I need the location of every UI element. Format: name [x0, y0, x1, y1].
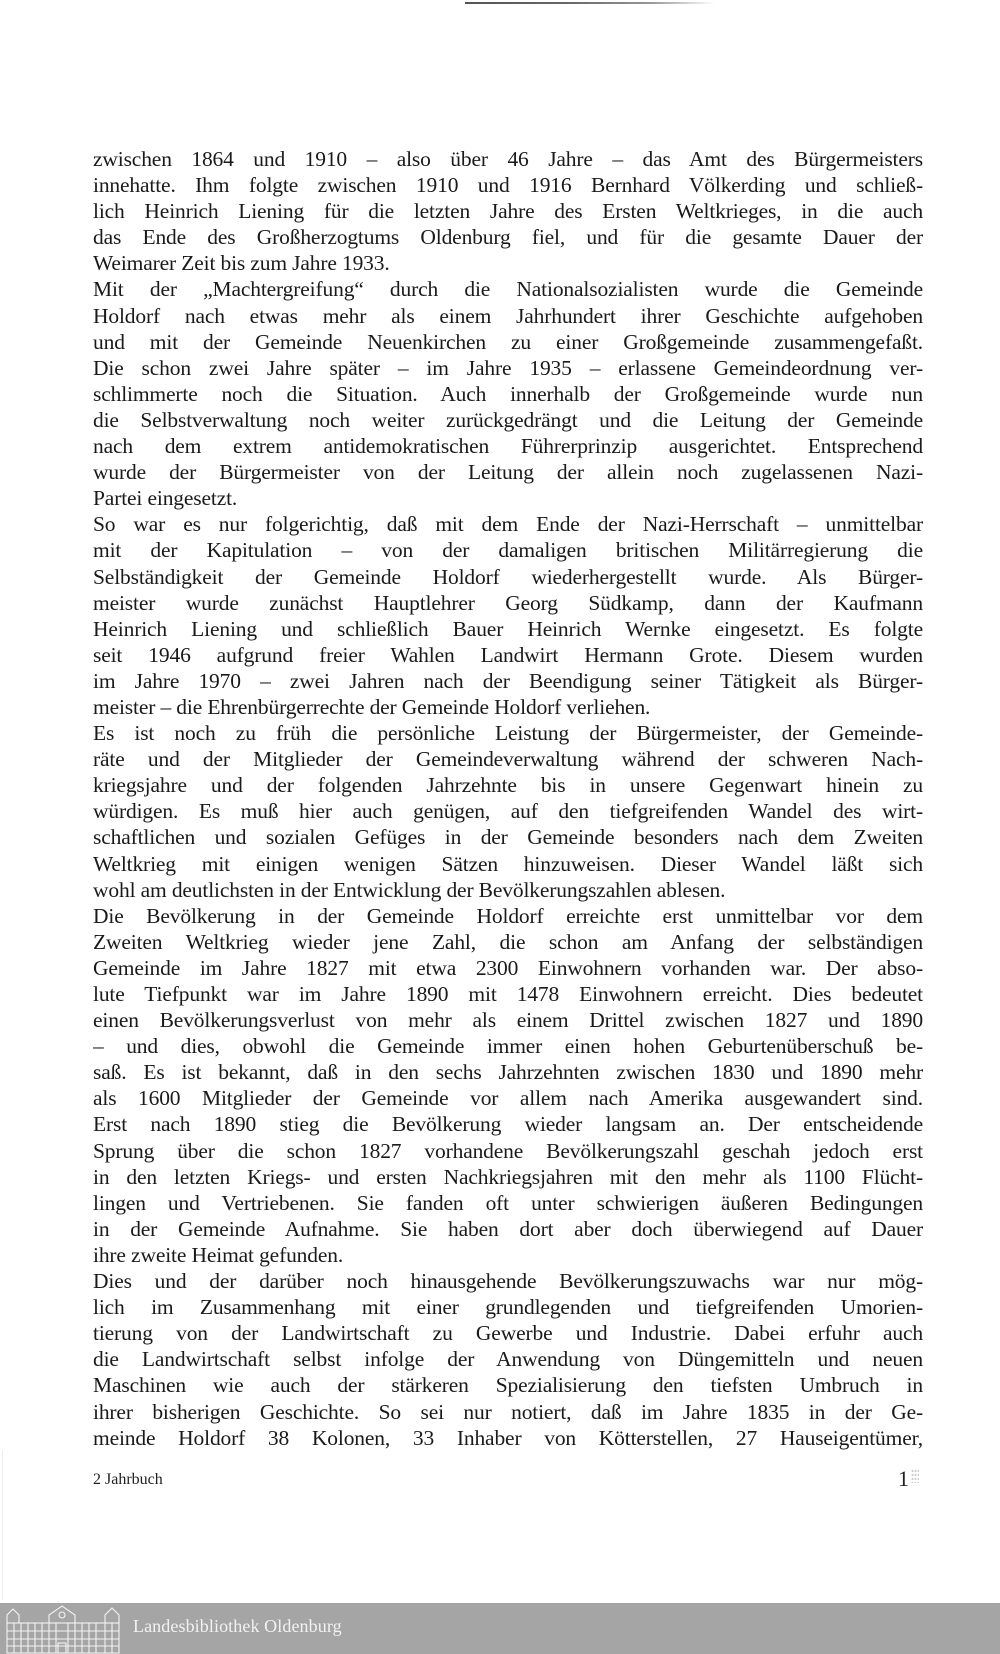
- text-line: die Selbstverwaltung noch weiter zurückgedrängt und die Leitung der Gemeinde: [93, 407, 923, 432]
- text-line: Partei eingesetzt.: [93, 486, 238, 511]
- text-line: Selbständigkeit der Gemeinde Holdorf wiederhergestellt wurde. Als Bürger-: [93, 564, 923, 589]
- text-line: würdigen. Es muß hier auch genügen, auf den tiefgreifenden Wandel des wirt-: [93, 799, 923, 824]
- text-line: und mit der Gemeinde Neuenkirchen zu einer Großgemeinde zusammengefaßt.: [93, 329, 923, 354]
- text-line: kriegsjahre und der folgenden Jahrzehnte bis in unsere Gegenwart hinein zu: [93, 773, 923, 798]
- library-banner: [0, 1603, 1000, 1654]
- text-line: Weimarer Zeit bis zum Jahre 1933.: [93, 251, 390, 276]
- text-line: zwischen 1864 und 1910 – also über 46 Jahre – das Amt des Bürgermeisters: [93, 147, 923, 171]
- library-name: Landesbibliothek Oldenburg: [133, 1616, 342, 1636]
- page-signature: 2 Jahrbuch: [93, 1471, 163, 1488]
- text-line: Weltkrieg mit einigen wenigen Sätzen hinzuweisen. Dieser Wandel läßt sich: [93, 851, 923, 876]
- scan-edge: [2, 1450, 3, 1600]
- text-line: Die schon zwei Jahre später – im Jahre 1935 – erlassene Gemeindeordnung ver-: [93, 355, 923, 380]
- text-line: das Ende des Großherzogtums Oldenburg fiel, und für die gesamte Dauer der: [93, 225, 923, 250]
- text-line: wurde der Bürgermeister von der Leitung der allein noch zugelassenen Nazi-: [93, 460, 923, 485]
- text-line: seit 1946 aufgrund freier Wahlen Landwirt Hermann Grote. Diesem wurden: [93, 642, 923, 667]
- text-line: ihrer bisherigen Geschichte. So sei nur notiert, daß im Jahre 1835 in der Ge-: [93, 1399, 923, 1424]
- text-line: nach dem extrem antidemokratischen Führerprinzip ausgerichtet. Entsprechend: [93, 434, 923, 459]
- scan-top-rule: [465, 2, 715, 4]
- text-line: Sprung über die schon 1827 vorhandene Bevölkerungszahl geschah jedoch erst: [93, 1138, 923, 1163]
- text-line: Erst nach 1890 stieg die Bevölkerung wieder langsam an. Der entscheidende: [93, 1112, 923, 1137]
- text-line: Gemeinde im Jahre 1827 mit etwa 2300 Einwohnern vorhanden war. Der abso-: [93, 955, 923, 980]
- page-number-value: 1: [898, 1466, 909, 1491]
- text-line: meister – die Ehrenbürgerrechte der Gemeinde Holdorf verliehen.: [93, 694, 651, 719]
- text-line: Es ist noch zu früh die persönliche Leistung der Bürgermeister, der Gemeinde-: [93, 721, 923, 746]
- text-line: Holdorf nach etwas mehr als einem Jahrhundert ihrer Geschichte aufgehoben: [93, 303, 923, 328]
- text-line: Mit der „Machtergreifung“ durch die Nationalsozialisten wurde die Gemeinde: [93, 277, 923, 302]
- page-number: [898, 1466, 919, 1492]
- text-line: Zweiten Weltkrieg wieder jene Zahl, die schon am Anfang der selbständigen: [93, 929, 923, 954]
- library-building-icon: [4, 1605, 124, 1654]
- text-line: – und dies, obwohl die Gemeinde immer einen hohen Geburtenüberschuß be-: [93, 1034, 923, 1059]
- text-line: lute Tiefpunkt war im Jahre 1890 mit 1478 Einwohnern erreicht. Dies bedeutet: [93, 982, 923, 1006]
- text-line: meister wurde zunächst Hauptlehrer Georg Südkamp, dann der Kaufmann: [93, 590, 923, 615]
- text-line: So war es nur folgerichtig, daß mit dem Ende der Nazi-Herrschaft – unmittelbar: [93, 512, 923, 537]
- page-body-text: [93, 146, 923, 1451]
- text-line: die Landwirtschaft selbst infolge der Anwendung von Düngemitteln und neuen: [93, 1347, 923, 1372]
- text-line: räte und der Mitglieder der Gemeindeverwaltung während der schweren Nach-: [93, 747, 923, 772]
- text-line: einen Bevölkerungsverlust von mehr als einem Drittel zwischen 1827 und 1890: [93, 1008, 923, 1033]
- text-line: meinde Holdorf 38 Kolonen, 33 Inhaber von Kötterstellen, 27 Hauseigentümer,: [93, 1425, 923, 1450]
- text-line: in den letzten Kriegs- und ersten Nachkriegsjahren mit den mehr als 1100 Flücht-: [93, 1164, 923, 1189]
- text-line: lich im Zusammenhang mit einer grundlegenden und tiefgreifenden Umorien-: [93, 1295, 923, 1320]
- text-line: Die Bevölkerung in der Gemeinde Holdorf erreichte erst unmittelbar vor dem: [93, 903, 923, 928]
- text-line: in der Gemeinde Aufnahme. Sie haben dort aber doch überwiegend auf Dauer: [93, 1216, 923, 1241]
- text-line: Maschinen wie auch der stärkeren Spezialisierung den tiefsten Umbruch in: [93, 1373, 923, 1398]
- text-line: lingen und Vertriebenen. Sie fanden oft unter schwierigen äußeren Bedingungen: [93, 1190, 923, 1215]
- text-line: lich Heinrich Liening für die letzten Jahre des Ersten Weltkrieges, in die auch: [93, 199, 923, 224]
- text-line: im Jahre 1970 – zwei Jahren nach der Beendigung seiner Tätigkeit als Bürger-: [93, 668, 923, 693]
- text-line: schlimmerte noch die Situation. Auch innerhalb der Großgemeinde wurde nun: [93, 381, 923, 406]
- text-line: als 1600 Mitglieder der Gemeinde vor allem nach Amerika ausgewandert sind.: [93, 1086, 923, 1111]
- text-line: Dies und der darüber noch hinausgehende Bevölkerungszuwachs war nur mög-: [93, 1269, 923, 1294]
- text-line: tierung von der Landwirtschaft zu Gewerbe und Industrie. Dabei erfuhr auch: [93, 1321, 923, 1346]
- text-line: innehatte. Ihm folgte zwischen 1910 und 1916 Bernhard Völkerding und schließ-: [93, 173, 923, 198]
- text-line: wohl am deutlichsten in der Entwicklung der Bevölkerungszahlen ablesen.: [93, 877, 726, 902]
- scan-artifact: [911, 1469, 919, 1483]
- text-line: saß. Es ist bekannt, daß in den sechs Jahrzehnten zwischen 1830 und 1890 mehr: [93, 1060, 923, 1085]
- text-line: Heinrich Liening und schließlich Bauer Heinrich Wernke eingesetzt. Es folgte: [93, 616, 923, 641]
- text-line: mit der Kapitulation – von der damaligen britischen Militärregierung die: [93, 538, 923, 563]
- text-line: schaftlichen und sozialen Gefüges in der Gemeinde besonders nach dem Zweiten: [93, 825, 923, 850]
- text-line: ihre zweite Heimat gefunden.: [93, 1242, 344, 1267]
